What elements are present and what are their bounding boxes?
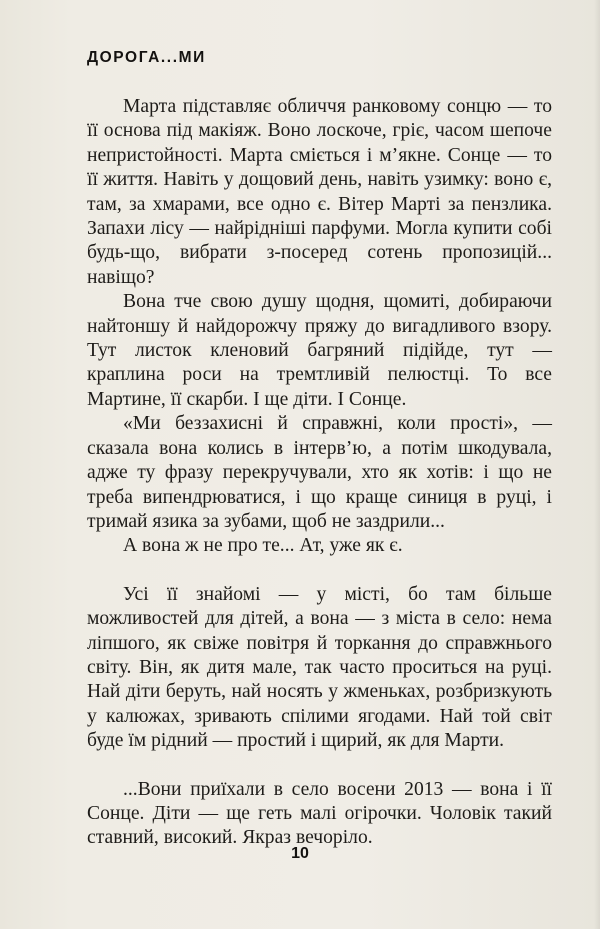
paragraph: А вона ж не про те... Ат, уже як є. (123, 535, 403, 557)
page-edge-shadow (594, 0, 600, 929)
body-text (87, 95, 552, 851)
paragraph: Вона тче свою душу щодня, щомиті, добираючи найтоншу й найдорожчу пряжу до вигадливого взору. Тут листок кленовий багряний підійде, тут — краплина роси на тремтливій пелюстці. То все Мартине, її скарби. І ще діти. І Сонце. (87, 291, 552, 410)
paragraph: Усі її знайомі — у місті, бо там більше можливостей для дітей, а вона — з міста в село: нема ліпшого, як свіже повітря й торкання до справжнього світу. Він, як дитя мале, так часто проситься на руці. Най діти беруть, най носять у жменьках, розбризкують у калюжах, зривають спілими ягодами. Най той світ буде їм рідний — простий і щирий, як для Марти. (87, 583, 552, 752)
paragraph: «Ми беззахисні й справжні, коли прості», — сказала вона колись в інтерв’ю, а потім шкодувала, адже ту фразу перекручували, хто як хотів: і що не треба випендрюватися, і що краще синиця в руці, і тримай язика за зубами, щоб не заздрили... (87, 413, 552, 532)
section-gap (87, 559, 552, 583)
section-gap (87, 754, 552, 778)
paragraph: ...Вони приїхали в село восени 2013 — вона і її Сонце. Діти — ще геть малі огірочки. Чоловік такий ставний, високий. Якраз вечоріло. (87, 778, 552, 849)
paragraph: Марта підставляє обличчя ранковому сонцю — то її основа під макіяж. Воно лоскоче, гріє, часом шепоче непристойності. Марта сміється і м’якне. Сонце — то її життя. Навіть у дощовий день, навіть узимку: воно є, там, за хмарами, все одно є. Вітер Марті за пензлика. Запахи лісу — найрідніші парфуми. Могла купити собі будь-що, вибрати з-посеред сотень пропозицій... навіщо? (87, 96, 552, 288)
page-number: 10 (291, 845, 309, 862)
running-head: ДОРОГА...МИ (87, 49, 206, 66)
